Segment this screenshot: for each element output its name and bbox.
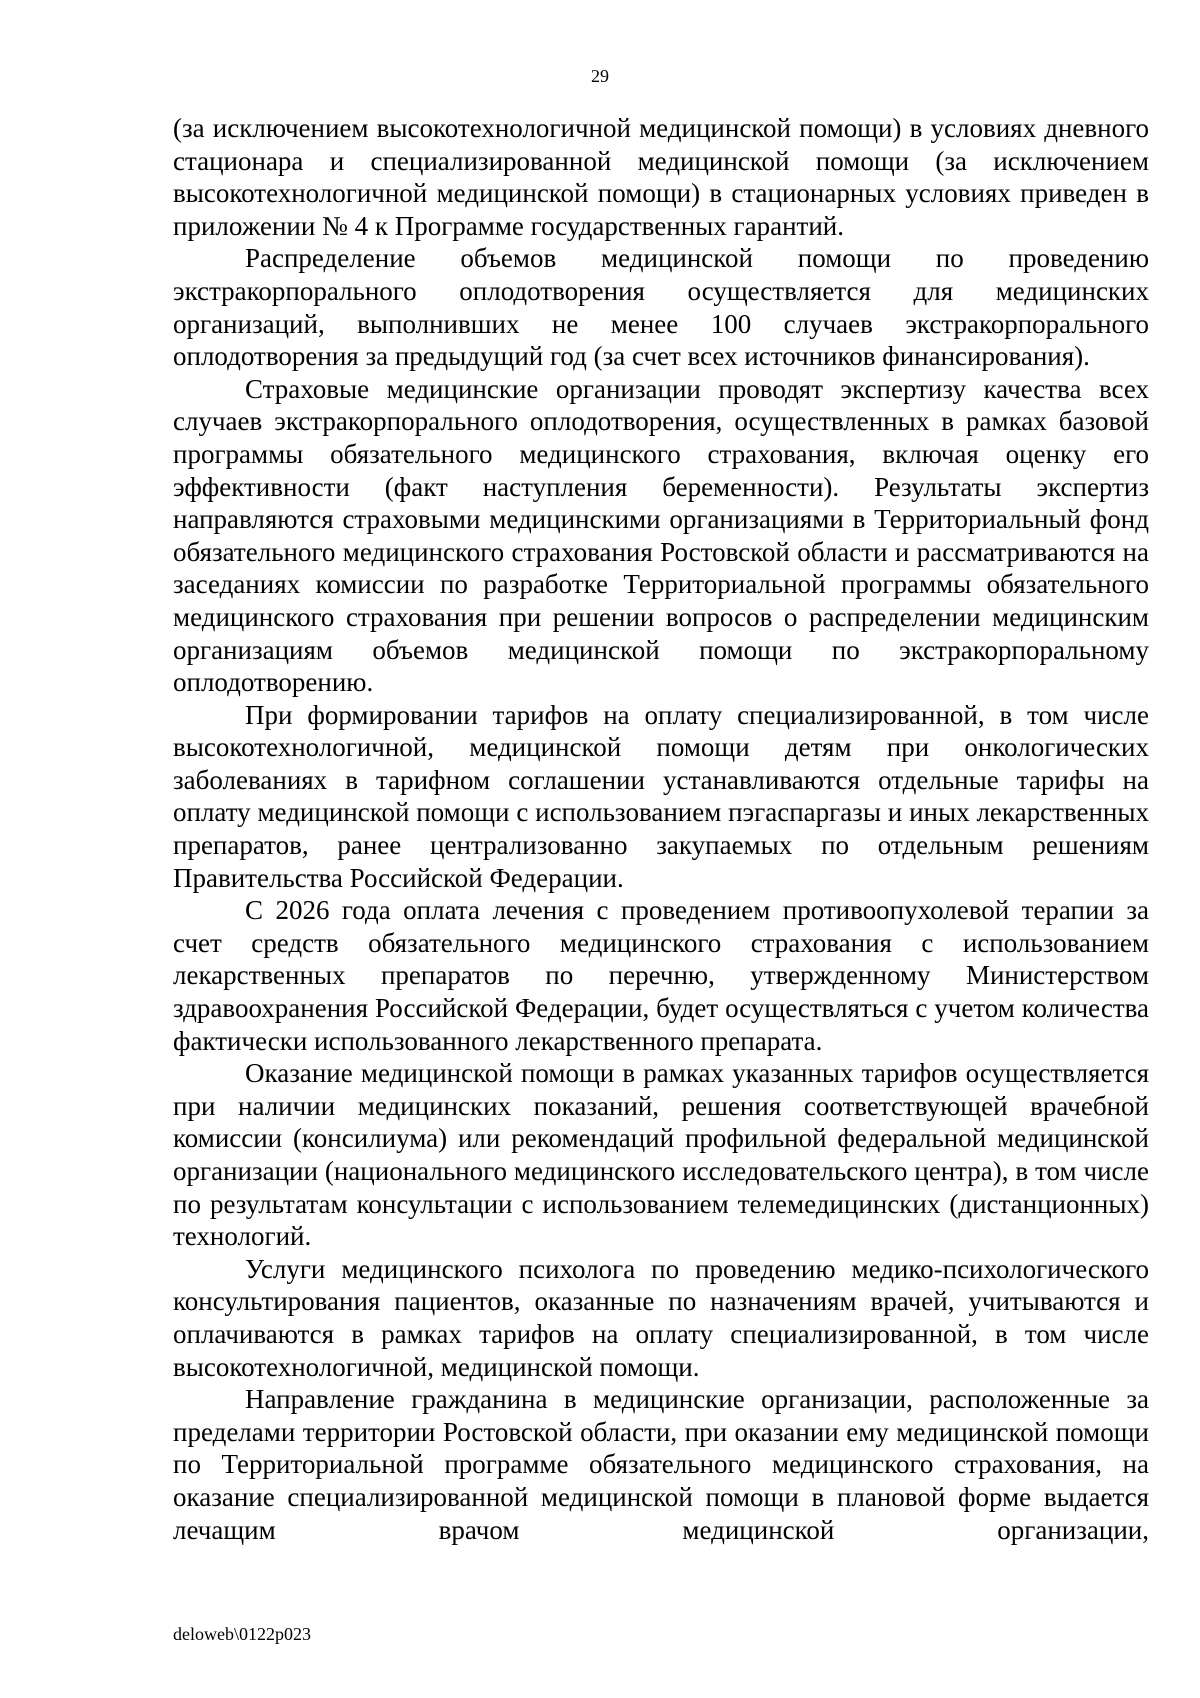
paragraph-medical-indications: Оказание медицинской помощи в рамках указанных тарифов осуществляется при наличии медицинских показаний, решения соответствующей врачебной комиссии (консилиума) или рекомендаций профильной федеральной медицинской организации (национального медицинского исследовательского центра), в том числе по результатам консультации с использованием телемедицинских (дистанционных) технологий.: [173, 1058, 1149, 1252]
paragraph-ivf-quality-expertise: Страховые медицинские организации проводят экспертизу качества всех случаев экстракорпорального оплодотворения, осуществленных в рамках базовой программы обязательного медицинского страхования, включая оценку его эффективности (факт наступления беременности). Результаты экспертиз направляются страховыми медицинскими организациями в Территориальный фонд обязательного медицинского страхования Ростовской области и рассматриваются на заседаниях комиссии по разработке Территориальной программы обязательного медицинского страхования при решении вопросов о распределении медицинским организациям объемов медицинской помощи по экстракорпоральному оплодотворению.: [173, 373, 1149, 698]
paragraph-oncology-tariffs: При формировании тарифов на оплату специализированной, в том числе высокотехнологичной, медицинской помощи детям при онкологических заболеваниях в тарифном соглашении устанавливаются отдельные тарифы на оплату медицинской помощи с использованием пэгаспаргазы и иных лекарственных препаратов, ранее централизованно закупаемых по отдельным решениям Правительства Российской Федерации.: [173, 699, 1149, 893]
document-body: [173, 112, 1149, 1546]
paragraph-ivf-volume-distribution: Распределение объемов медицинской помощи по проведению экстракорпорального оплодотворения осуществляется для медицинских организаций, выполнивших не менее 100 случаев экстракорпорального оплодотворения за предыдущий год (за счет всех источников финансирования).: [173, 243, 1149, 372]
paragraph-continuation: (за исключением высокотехнологичной медицинской помощи) в условиях дневного стационара и специализированной медицинской помощи (за исключением высокотехнологичной медицинской помощи) в стационарных условиях приведен в приложении № 4 к Программе государственных гарантий.: [173, 113, 1149, 241]
paragraph-antitumor-therapy-2026: С 2026 года оплата лечения с проведением противоопухолевой терапии за счет средств обязательного медицинского страхования с использованием лекарственных препаратов по перечню, утвержденному Министерством здравоохранения Российской Федерации, будет осуществляться с учетом количества фактически использованного лекарственного препарата.: [173, 895, 1149, 1056]
page-number: 29: [591, 66, 609, 86]
paragraph-psychologist-services: Услуги медицинского психолога по проведению медико-психологического консультирования пациентов, оказанные по назначениям врачей, учитываются и оплачиваются в рамках тарифов на оплату специализированной, в том числе высокотехнологичной, медицинской помощи.: [173, 1253, 1149, 1382]
paragraph-referral-outside-region: Направление гражданина в медицинские организации, расположенные за пределами территории Ростовской области, при оказании ему медицинской помощи по Территориальной программе обязательного медицинского страхования, на оказание специализированной медицинской помощи в плановой форме выдается лечащим врачом медицинской организации,: [173, 1384, 1149, 1545]
document-footer-code: deloweb\0122p023: [173, 1624, 311, 1644]
